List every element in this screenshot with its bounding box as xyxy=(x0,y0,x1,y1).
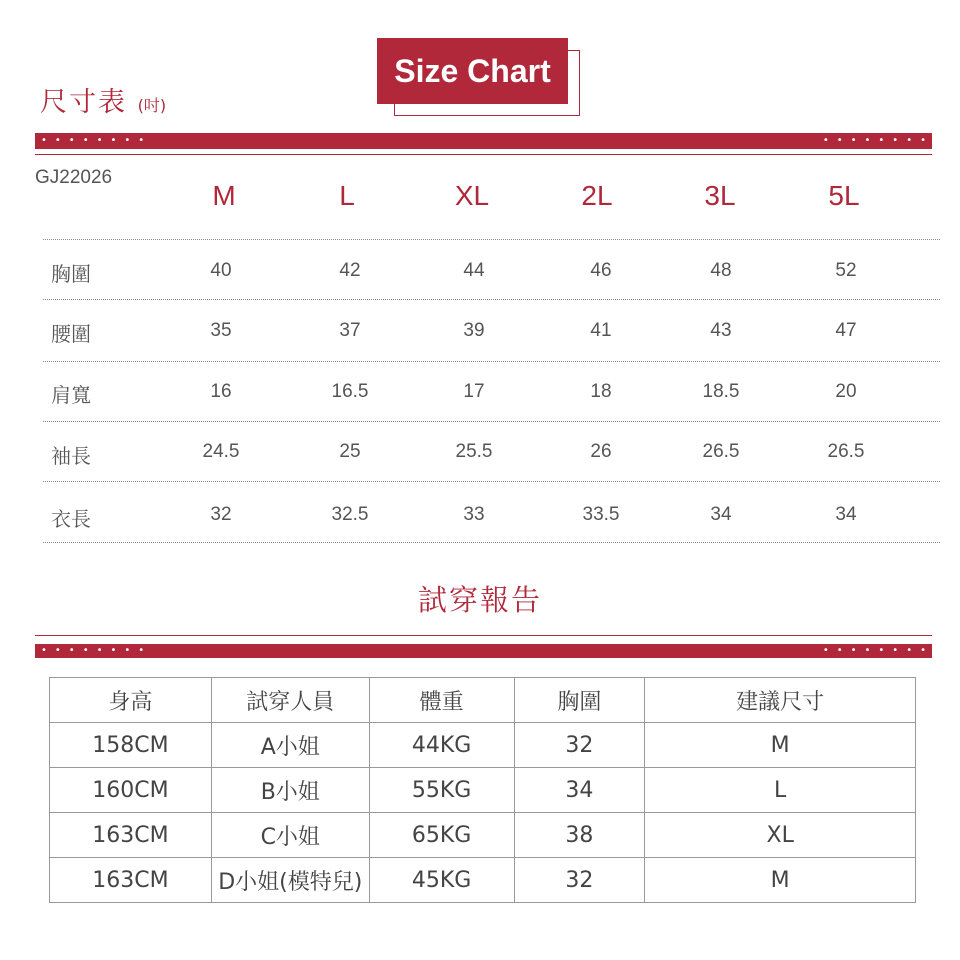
table-cell: M xyxy=(645,723,916,768)
table-cell: 33.5 xyxy=(582,504,620,525)
row-label-waist: 腰圍 xyxy=(51,322,91,346)
table-cell: M xyxy=(645,858,916,903)
table-cell: 16 xyxy=(210,381,232,402)
table-row xyxy=(50,768,916,813)
table-cell: 35 xyxy=(210,320,232,341)
table-cell: 18.5 xyxy=(702,381,740,402)
size-header-l: L xyxy=(339,180,355,211)
header-height: 身高 xyxy=(50,678,212,723)
table-cell: 20 xyxy=(835,381,857,402)
row-divider xyxy=(43,239,940,240)
size-header-3l: 3L xyxy=(704,180,736,211)
table-cell: 160CM xyxy=(50,768,212,813)
table-cell: 42 xyxy=(339,260,361,281)
table-cell: 32.5 xyxy=(331,504,369,525)
header-suggested-size: 建議尺寸 xyxy=(645,678,916,723)
table-cell: 34 xyxy=(514,768,645,813)
band-underline-top xyxy=(35,154,932,155)
row-divider xyxy=(43,361,940,362)
table-cell: 46 xyxy=(590,260,612,281)
table-cell: 17 xyxy=(463,381,485,402)
header-chest: 胸圍 xyxy=(514,678,645,723)
table-cell: 34 xyxy=(710,504,732,525)
fitting-report-title: 試穿報告 xyxy=(417,583,542,617)
table-cell: L xyxy=(645,768,916,813)
table-cell: 65KG xyxy=(369,813,514,858)
size-header-5l: 5L xyxy=(828,180,860,211)
table-cell: 25 xyxy=(339,441,361,462)
table-cell: 44KG xyxy=(369,723,514,768)
row-label-chest: 胸圍 xyxy=(51,262,91,286)
row-divider xyxy=(43,421,940,422)
band-dots-right: •••••••• xyxy=(822,135,934,146)
table-cell: XL xyxy=(645,813,916,858)
row-label-shoulder: 肩寬 xyxy=(51,383,91,407)
table-cell: 32 xyxy=(514,723,645,768)
band-dots-right: •••••••• xyxy=(822,645,934,656)
table-cell: 39 xyxy=(463,320,485,341)
band-dots-left: •••••••• xyxy=(41,135,153,146)
table-cell: 45KG xyxy=(369,858,514,903)
table-cell: B小姐 xyxy=(211,768,369,813)
band-overline-bottom xyxy=(35,635,932,636)
table-cell: 55KG xyxy=(369,768,514,813)
table-cell: 24.5 xyxy=(202,441,240,462)
table-cell: 33 xyxy=(463,504,485,525)
table-header-row xyxy=(50,678,916,723)
row-label-sleeve: 袖長 xyxy=(51,444,91,468)
table-row xyxy=(50,813,916,858)
decorative-band-top xyxy=(35,133,932,149)
table-cell: 26.5 xyxy=(702,441,740,462)
table-cell: 25.5 xyxy=(455,441,493,462)
table-cell: 41 xyxy=(590,320,612,341)
table-cell: 48 xyxy=(710,260,732,281)
table-cell: 18 xyxy=(590,381,612,402)
table-cell: 34 xyxy=(835,504,857,525)
table-cell: 163CM xyxy=(50,858,212,903)
table-cell: 37 xyxy=(339,320,361,341)
table-cell: 163CM xyxy=(50,813,212,858)
table-cell: 32 xyxy=(210,504,232,525)
product-code: GJ22026 xyxy=(35,167,113,188)
table-cell: 32 xyxy=(514,858,645,903)
table-row xyxy=(50,858,916,903)
table-cell: 40 xyxy=(210,260,232,281)
row-label-length: 衣長 xyxy=(51,507,91,531)
fitting-report-table xyxy=(49,677,916,903)
table-row xyxy=(50,723,916,768)
row-divider xyxy=(43,542,940,543)
decorative-band-bottom xyxy=(35,644,932,658)
size-header-xl: XL xyxy=(454,180,490,211)
table-cell: 43 xyxy=(710,320,732,341)
table-cell: 158CM xyxy=(50,723,212,768)
table-cell: A小姐 xyxy=(211,723,369,768)
size-chart-badge: Size Chart xyxy=(377,38,568,104)
size-header-m: M xyxy=(212,180,236,211)
table-cell: 26 xyxy=(590,441,612,462)
row-divider xyxy=(43,299,940,300)
size-header-2l: 2L xyxy=(581,180,613,211)
table-cell: 44 xyxy=(463,260,485,281)
table-cell: 16.5 xyxy=(331,381,369,402)
table-cell: 26.5 xyxy=(827,441,865,462)
header-tester: 試穿人員 xyxy=(211,678,369,723)
table-cell: C小姐 xyxy=(211,813,369,858)
table-cell: D小姐(模特兒) xyxy=(211,858,369,903)
title-text: 尺寸表 xyxy=(40,87,127,118)
header-weight: 體重 xyxy=(369,678,514,723)
table-cell: 52 xyxy=(835,260,857,281)
unit-label: (吋) xyxy=(137,96,167,115)
band-dots-left: •••••••• xyxy=(41,645,153,656)
table-cell: 47 xyxy=(835,320,857,341)
table-cell: 38 xyxy=(514,813,645,858)
row-divider xyxy=(43,481,940,482)
size-chart-title xyxy=(40,80,166,119)
